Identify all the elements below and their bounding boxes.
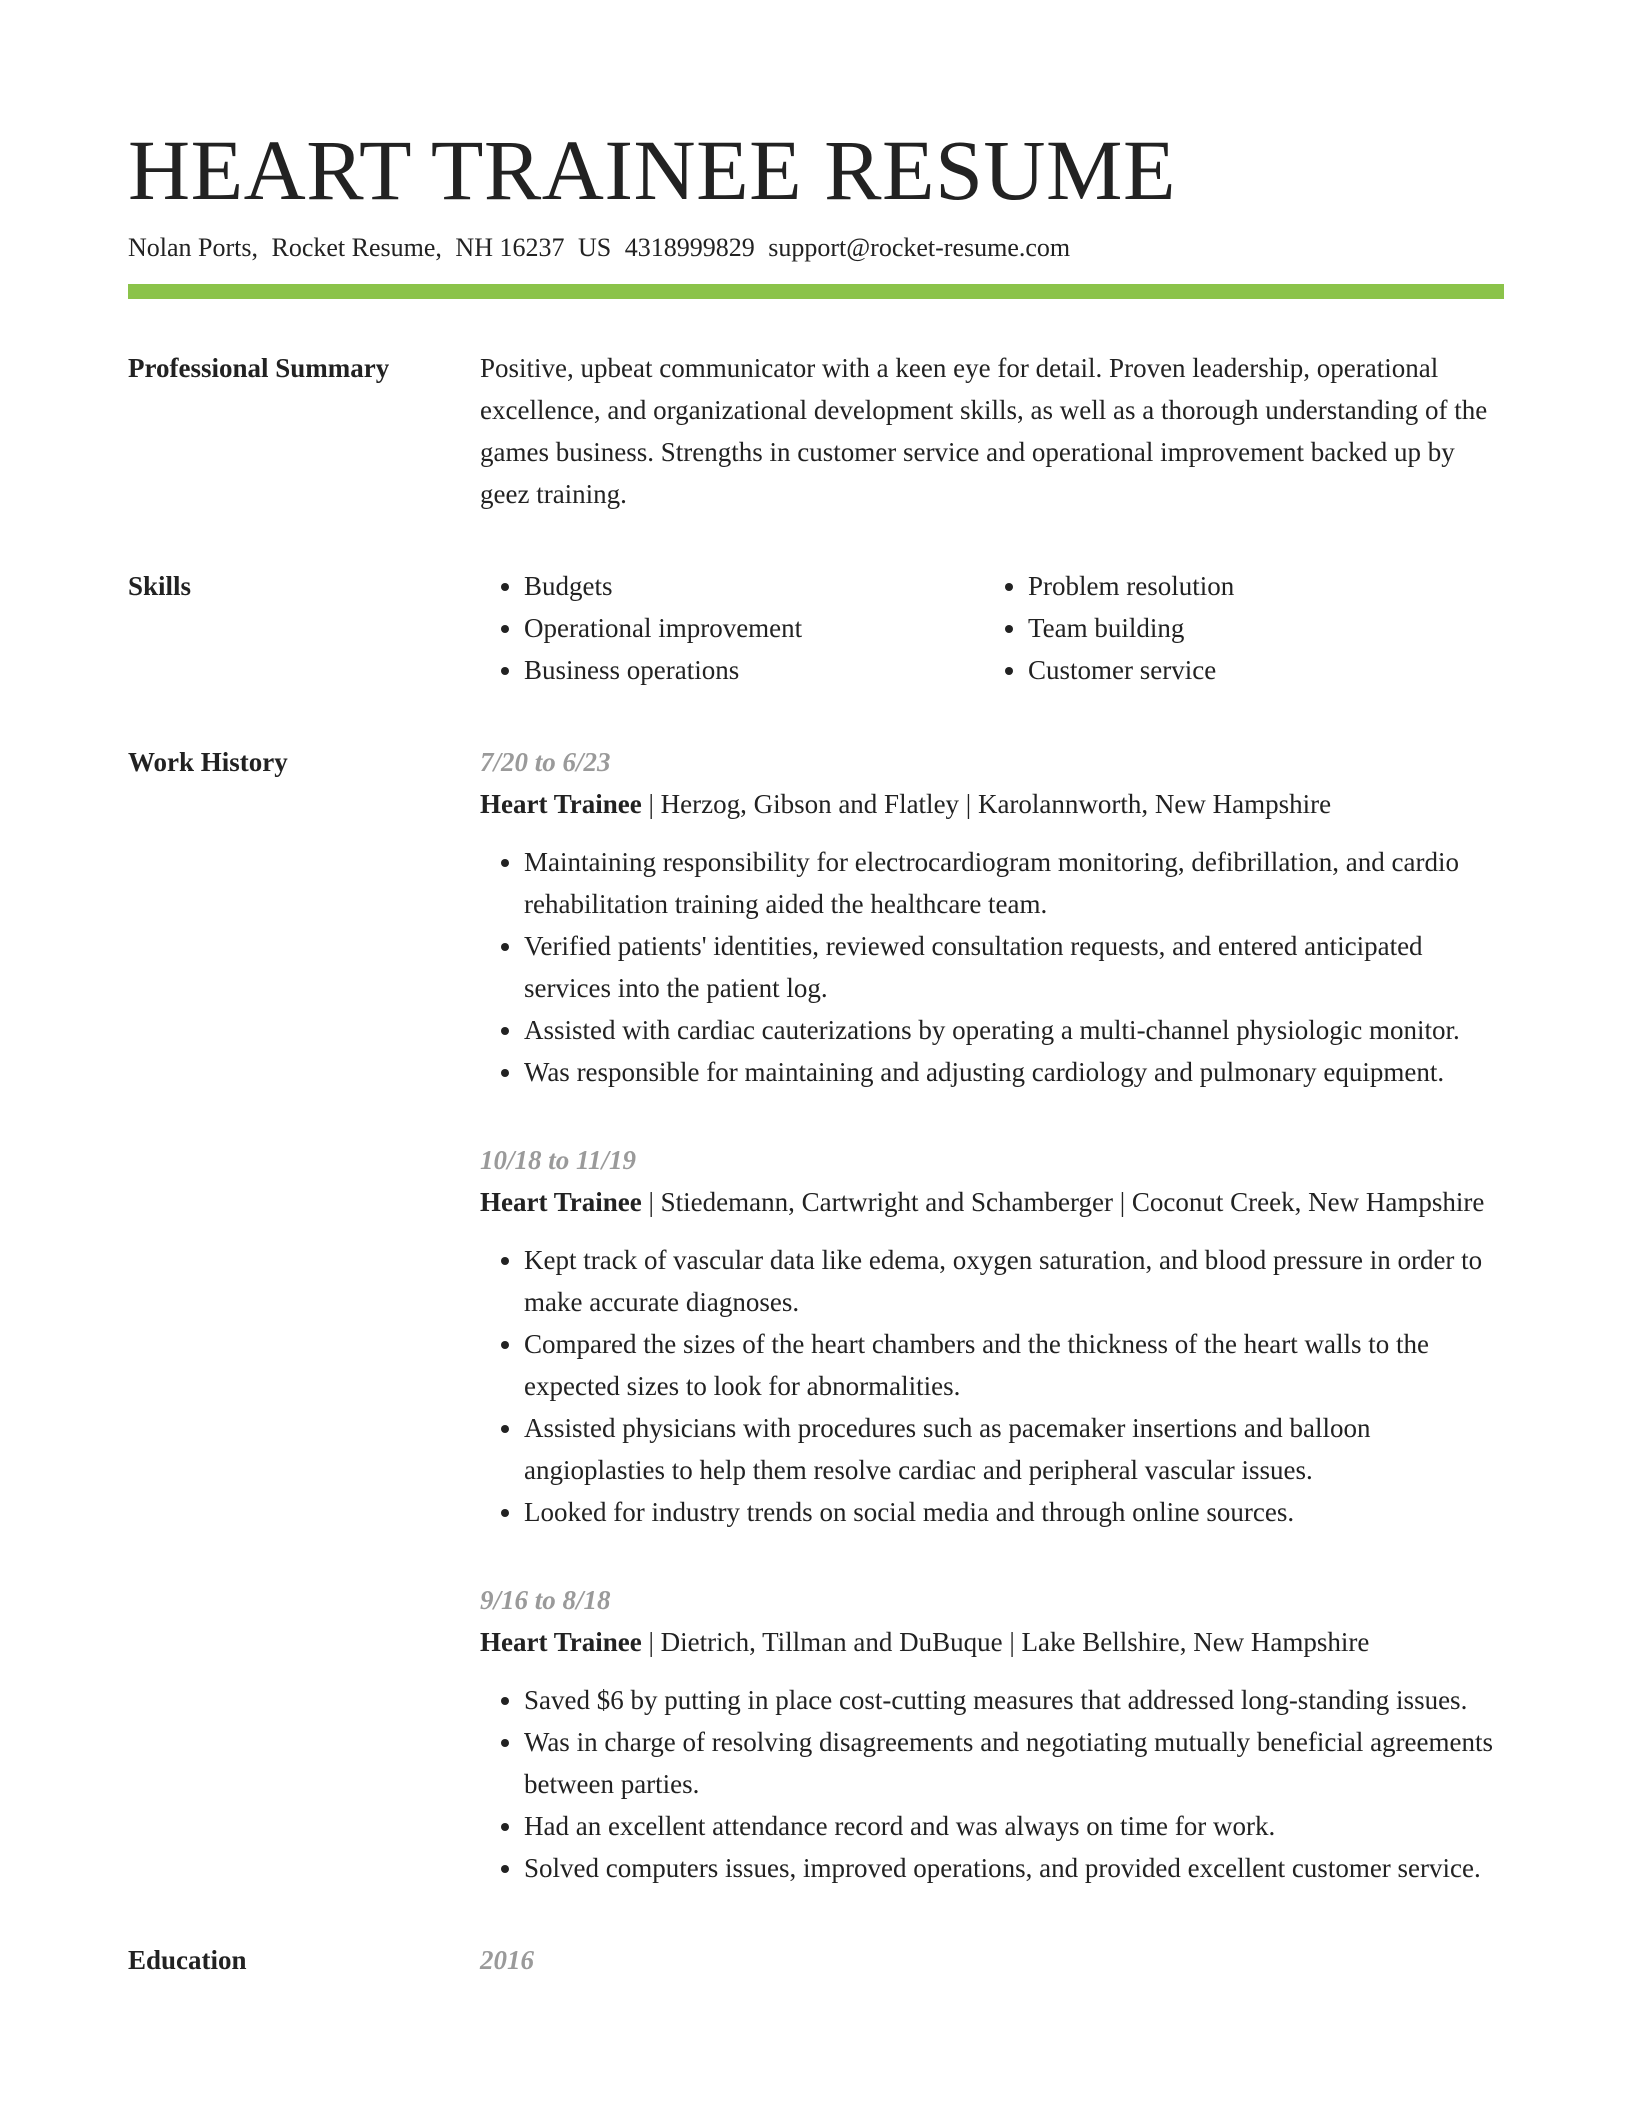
education-section xyxy=(128,1939,1504,1981)
education-label: Education xyxy=(128,1945,247,1975)
job-company: Herzog, Gibson and Flatley xyxy=(660,789,960,819)
skills-label: Skills xyxy=(128,571,192,601)
job-bullet: • Assisted with cardiac cauterizations by operating a multi-channel physiologic monitor. xyxy=(524,1009,1504,1051)
contact-phone: 4318999829 xyxy=(624,233,755,262)
summary-label: Professional Summary xyxy=(128,353,390,383)
job-title: Heart Trainee xyxy=(480,1627,642,1657)
contact-name: Nolan Ports, xyxy=(128,233,258,262)
contact-email: support@rocket-resume.com xyxy=(768,233,1071,262)
job-entry xyxy=(480,741,1504,1093)
skill-item: • Team building xyxy=(1028,607,1504,649)
resume-page xyxy=(128,120,1504,1981)
job-separator: | xyxy=(641,1627,661,1657)
job-heading xyxy=(480,1621,1504,1663)
job-bullet: • Kept track of vascular data like edema, oxygen saturation, and blood pressure in order to make accurate diagnoses. xyxy=(524,1239,1504,1323)
job-bullets xyxy=(480,841,1504,1093)
skill-item: • Customer service xyxy=(1028,649,1504,691)
job-bullet: • Saved $6 by putting in place cost-cutting measures that addressed long-standing issues. xyxy=(524,1679,1504,1721)
skill-item: • Business operations xyxy=(524,649,984,691)
accent-divider xyxy=(128,284,1504,299)
skill-item: • Budgets xyxy=(524,565,984,607)
job-bullets xyxy=(480,1239,1504,1533)
job-bullet: • Verified patients' identities, reviewed consultation requests, and entered anticipated services into the patient log. xyxy=(524,925,1504,1009)
job-company: Stiedemann, Cartwright and Schamberger xyxy=(660,1187,1113,1217)
job-bullets xyxy=(480,1679,1504,1889)
contact-company: Rocket Resume, xyxy=(271,233,442,262)
job-separator: | xyxy=(959,789,978,819)
work-history-section xyxy=(128,741,1504,1889)
contact-state-zip: NH 16237 xyxy=(455,233,565,262)
job-location: Karolannworth, New Hampshire xyxy=(977,789,1332,819)
job-company: Dietrich, Tillman and DuBuque xyxy=(660,1627,1003,1657)
contact-country: US xyxy=(577,233,612,262)
job-location: Coconut Creek, New Hampshire xyxy=(1131,1187,1485,1217)
job-separator: | xyxy=(1002,1627,1022,1657)
job-title: Heart Trainee xyxy=(480,789,642,819)
skills-list-right xyxy=(984,565,1504,691)
job-bullet: • Assisted physicians with procedures such as pacemaker insertions and balloon angioplasties to help them resolve cardiac and peripheral vascular issues. xyxy=(524,1407,1504,1491)
job-separator: | xyxy=(1113,1187,1132,1217)
job-heading xyxy=(480,1181,1504,1223)
job-bullet: • Compared the sizes of the heart chambers and the thickness of the heart walls to the expected sizes to look for abnormalities. xyxy=(524,1323,1504,1407)
job-entry xyxy=(480,1579,1504,1889)
job-dates: 10/18 to 11/19 xyxy=(480,1145,637,1175)
job-bullet: • Solved computers issues, improved operations, and provided excellent customer service. xyxy=(524,1847,1504,1889)
skill-item: • Problem resolution xyxy=(1028,565,1504,607)
job-bullet: • Was in charge of resolving disagreements and negotiating mutually beneficial agreements between parties. xyxy=(524,1721,1504,1805)
job-bullet: • Had an excellent attendance record and was always on time for work. xyxy=(524,1805,1504,1847)
job-location: Lake Bellshire, New Hampshire xyxy=(1021,1627,1370,1657)
job-separator: | xyxy=(641,1187,661,1217)
job-bullet: • Maintaining responsibility for electrocardiogram monitoring, defibrillation, and cardio rehabilitation training aided the healthcare team. xyxy=(524,841,1504,925)
skills-section xyxy=(128,565,1504,691)
skill-item: • Operational improvement xyxy=(524,607,984,649)
job-separator: | xyxy=(641,789,661,819)
job-dates: 7/20 to 6/23 xyxy=(480,747,611,777)
job-bullet: • Was responsible for maintaining and adjusting cardiology and pulmonary equipment. xyxy=(524,1051,1504,1093)
summary-section xyxy=(128,347,1504,515)
job-entry xyxy=(480,1139,1504,1533)
resume-title: HEART TRAINEE RESUME xyxy=(128,122,1177,218)
job-title: Heart Trainee xyxy=(480,1187,642,1217)
work-history-label: Work History xyxy=(128,747,288,777)
job-bullet: • Looked for industry trends on social media and through online sources. xyxy=(524,1491,1504,1533)
skills-list-left xyxy=(480,565,984,691)
summary-text: Positive, upbeat communicator with a keen eye for detail. Proven leadership, operational excellence, and organizational development skills, as well as a thorough understanding of the games business. Strengths in customer service and operational improvement backed up by geez training. xyxy=(480,353,1488,509)
education-dates: 2016 xyxy=(480,1945,534,1975)
job-dates: 9/16 to 8/18 xyxy=(480,1585,611,1615)
job-heading xyxy=(480,783,1504,825)
contact-line xyxy=(128,230,1504,266)
